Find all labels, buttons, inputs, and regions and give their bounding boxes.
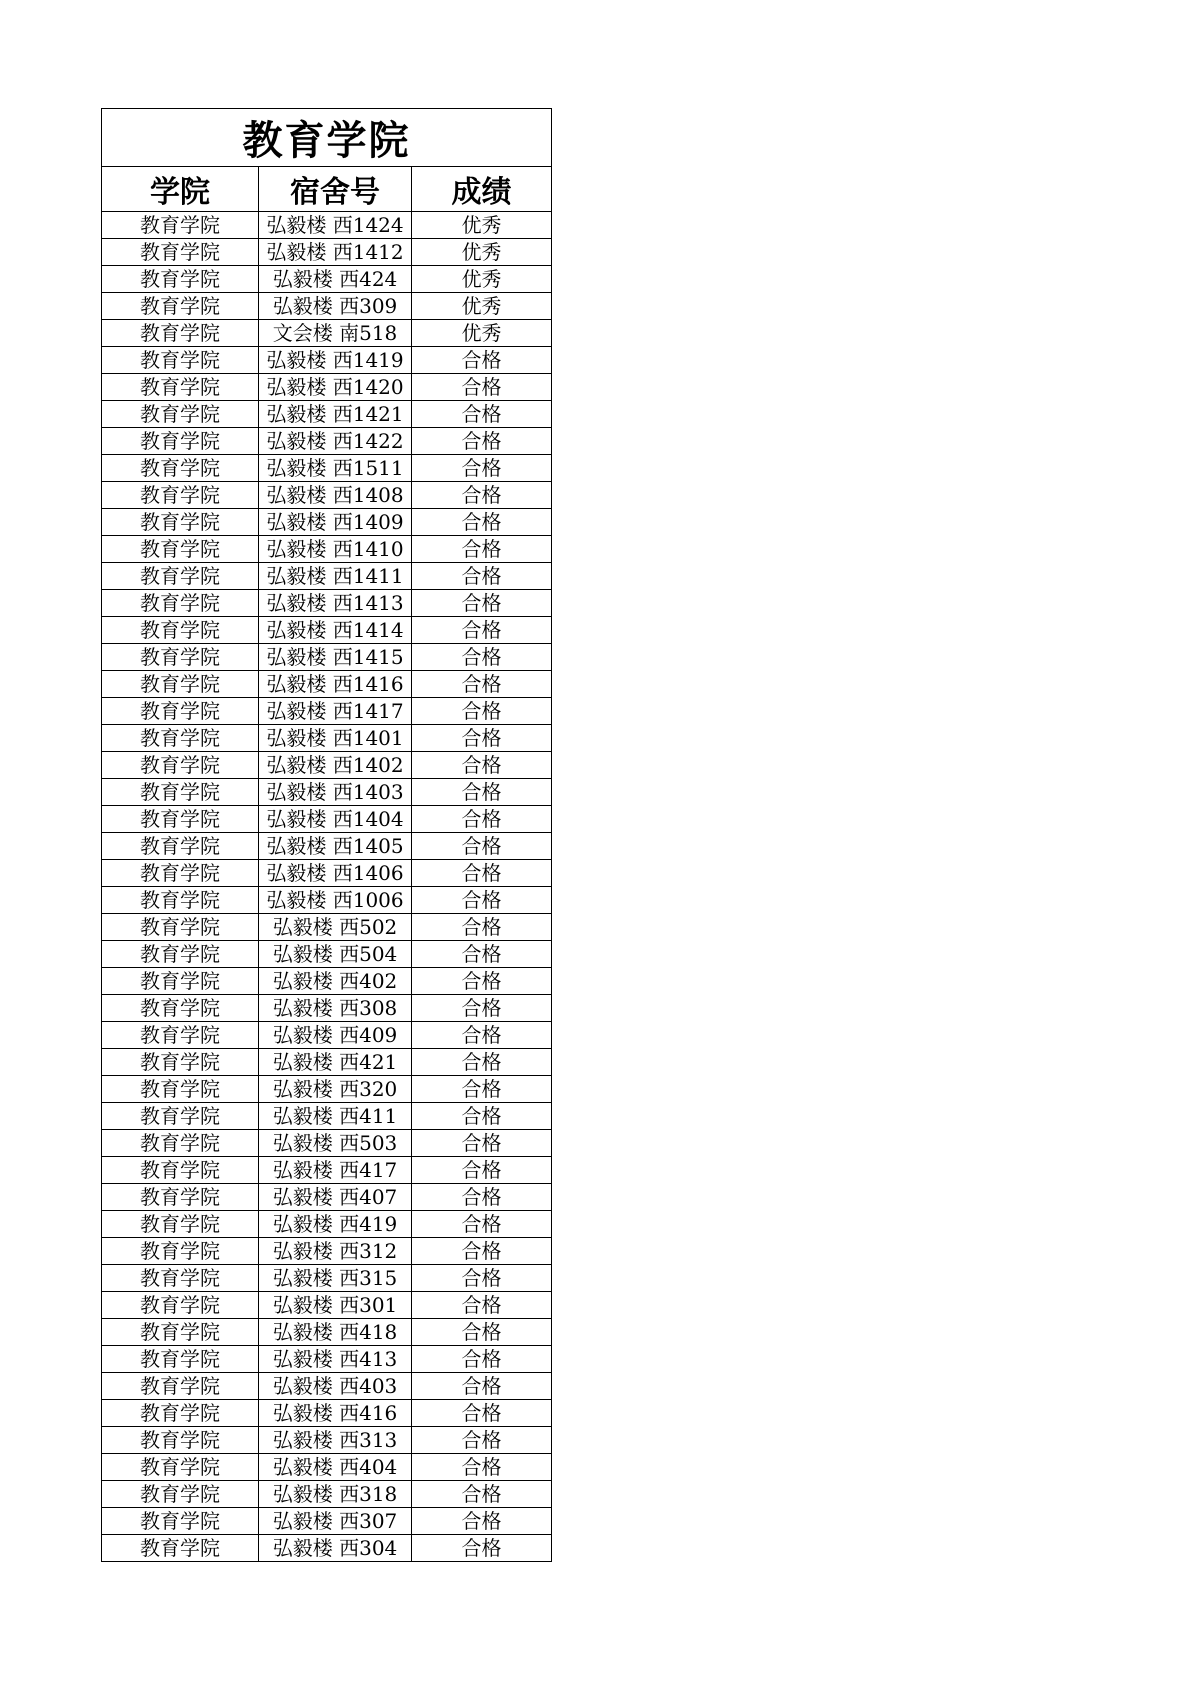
cell-college: 教育学院 [102,1319,259,1346]
cell-dorm: 弘毅楼 西1414 [259,617,412,644]
cell-grade: 合格 [412,1049,552,1076]
cell-grade: 合格 [412,617,552,644]
cell-college: 教育学院 [102,1508,259,1535]
cell-grade: 合格 [412,1346,552,1373]
cell-college: 教育学院 [102,563,259,590]
cell-grade: 合格 [412,833,552,860]
cell-college: 教育学院 [102,887,259,914]
cell-college: 教育学院 [102,698,259,725]
cell-college: 教育学院 [102,320,259,347]
cell-dorm: 弘毅楼 西504 [259,941,412,968]
cell-grade: 合格 [412,698,552,725]
cell-grade: 合格 [412,1211,552,1238]
cell-dorm: 弘毅楼 西1410 [259,536,412,563]
cell-grade: 合格 [412,428,552,455]
table-row [102,320,552,347]
cell-dorm: 文会楼 南518 [259,320,412,347]
cell-grade: 合格 [412,1481,552,1508]
cell-grade: 合格 [412,1130,552,1157]
cell-college: 教育学院 [102,1211,259,1238]
cell-college: 教育学院 [102,1049,259,1076]
cell-grade: 合格 [412,887,552,914]
cell-college: 教育学院 [102,590,259,617]
table-row [102,1049,552,1076]
cell-dorm: 弘毅楼 西1424 [259,212,412,239]
table-row [102,401,552,428]
cell-college: 教育学院 [102,482,259,509]
cell-grade: 合格 [412,860,552,887]
cell-grade: 合格 [412,1373,552,1400]
table-row [102,671,552,698]
cell-college: 教育学院 [102,1292,259,1319]
cell-grade: 合格 [412,1508,552,1535]
cell-dorm: 弘毅楼 西1420 [259,374,412,401]
cell-college: 教育学院 [102,941,259,968]
table-row [102,239,552,266]
cell-college: 教育学院 [102,1130,259,1157]
cell-grade: 合格 [412,1184,552,1211]
table-row [102,1454,552,1481]
cell-college: 教育学院 [102,536,259,563]
table-row [102,1157,552,1184]
cell-college: 教育学院 [102,1535,259,1562]
cell-college: 教育学院 [102,293,259,320]
table-row [102,374,552,401]
cell-college: 教育学院 [102,1454,259,1481]
cell-grade: 合格 [412,644,552,671]
cell-college: 教育学院 [102,1265,259,1292]
table-row [102,1238,552,1265]
cell-grade: 合格 [412,1319,552,1346]
cell-college: 教育学院 [102,1346,259,1373]
cell-grade: 合格 [412,1292,552,1319]
cell-dorm: 弘毅楼 西409 [259,1022,412,1049]
cell-grade: 优秀 [412,293,552,320]
cell-dorm: 弘毅楼 西1403 [259,779,412,806]
header-row [102,167,552,212]
table-row [102,725,552,752]
cell-grade: 合格 [412,401,552,428]
cell-college: 教育学院 [102,212,259,239]
cell-college: 教育学院 [102,1157,259,1184]
cell-dorm: 弘毅楼 西1411 [259,563,412,590]
cell-dorm: 弘毅楼 西421 [259,1049,412,1076]
cell-grade: 合格 [412,374,552,401]
cell-dorm: 弘毅楼 西307 [259,1508,412,1535]
cell-dorm: 弘毅楼 西1417 [259,698,412,725]
cell-dorm: 弘毅楼 西1413 [259,590,412,617]
table-row [102,617,552,644]
cell-dorm: 弘毅楼 西1402 [259,752,412,779]
table-row [102,212,552,239]
cell-college: 教育学院 [102,239,259,266]
cell-dorm: 弘毅楼 西1415 [259,644,412,671]
cell-grade: 合格 [412,968,552,995]
table-row [102,1373,552,1400]
cell-dorm: 弘毅楼 西1405 [259,833,412,860]
cell-dorm: 弘毅楼 西419 [259,1211,412,1238]
cell-grade: 合格 [412,1535,552,1562]
cell-college: 教育学院 [102,914,259,941]
cell-dorm: 弘毅楼 西404 [259,1454,412,1481]
cell-college: 教育学院 [102,1184,259,1211]
cell-dorm: 弘毅楼 西502 [259,914,412,941]
cell-grade: 合格 [412,725,552,752]
table-row [102,752,552,779]
cell-dorm: 弘毅楼 西320 [259,1076,412,1103]
table-row [102,1211,552,1238]
cell-grade: 合格 [412,1265,552,1292]
cell-college: 教育学院 [102,509,259,536]
table-row [102,995,552,1022]
cell-college: 教育学院 [102,1481,259,1508]
table-row [102,1508,552,1535]
cell-college: 教育学院 [102,1373,259,1400]
cell-grade: 合格 [412,779,552,806]
table-title: 教育学院 [102,109,552,167]
cell-college: 教育学院 [102,1427,259,1454]
cell-college: 教育学院 [102,644,259,671]
table-row [102,293,552,320]
cell-dorm: 弘毅楼 西413 [259,1346,412,1373]
cell-college: 教育学院 [102,617,259,644]
table-row [102,1292,552,1319]
table-row [102,482,552,509]
cell-grade: 合格 [412,914,552,941]
cell-college: 教育学院 [102,347,259,374]
cell-college: 教育学院 [102,1400,259,1427]
cell-grade: 合格 [412,347,552,374]
cell-grade: 合格 [412,455,552,482]
cell-grade: 合格 [412,671,552,698]
cell-college: 教育学院 [102,266,259,293]
cell-college: 教育学院 [102,806,259,833]
table-row [102,1022,552,1049]
cell-dorm: 弘毅楼 西424 [259,266,412,293]
cell-dorm: 弘毅楼 西1511 [259,455,412,482]
table-row [102,1184,552,1211]
table-row [102,1319,552,1346]
table-row [102,563,552,590]
cell-dorm: 弘毅楼 西1419 [259,347,412,374]
cell-dorm: 弘毅楼 西315 [259,1265,412,1292]
table-row [102,536,552,563]
cell-grade: 合格 [412,590,552,617]
cell-dorm: 弘毅楼 西1409 [259,509,412,536]
cell-dorm: 弘毅楼 西304 [259,1535,412,1562]
table-row [102,806,552,833]
table-row [102,698,552,725]
table-row [102,833,552,860]
cell-grade: 合格 [412,536,552,563]
cell-college: 教育学院 [102,725,259,752]
table-row [102,1481,552,1508]
table-row [102,428,552,455]
cell-dorm: 弘毅楼 西313 [259,1427,412,1454]
cell-dorm: 弘毅楼 西417 [259,1157,412,1184]
cell-dorm: 弘毅楼 西403 [259,1373,412,1400]
table-row [102,887,552,914]
table-row [102,266,552,293]
table-row [102,455,552,482]
cell-college: 教育学院 [102,860,259,887]
cell-grade: 合格 [412,509,552,536]
cell-college: 教育学院 [102,968,259,995]
cell-dorm: 弘毅楼 西402 [259,968,412,995]
table-row [102,914,552,941]
column-header-dorm: 宿舍号 [259,167,412,212]
cell-grade: 合格 [412,806,552,833]
cell-college: 教育学院 [102,995,259,1022]
cell-grade: 合格 [412,1454,552,1481]
cell-college: 教育学院 [102,401,259,428]
cell-grade: 合格 [412,1076,552,1103]
cell-college: 教育学院 [102,455,259,482]
cell-dorm: 弘毅楼 西418 [259,1319,412,1346]
table-row [102,860,552,887]
cell-grade: 合格 [412,1022,552,1049]
table-row [102,590,552,617]
table-row [102,1265,552,1292]
cell-dorm: 弘毅楼 西1422 [259,428,412,455]
cell-grade: 合格 [412,1157,552,1184]
cell-dorm: 弘毅楼 西407 [259,1184,412,1211]
table-row [102,941,552,968]
dormitory-grade-table [101,108,552,1562]
table-row [102,1400,552,1427]
column-header-grade: 成绩 [412,167,552,212]
cell-grade: 优秀 [412,266,552,293]
table-row [102,1427,552,1454]
cell-dorm: 弘毅楼 西1406 [259,860,412,887]
table-row [102,1346,552,1373]
cell-dorm: 弘毅楼 西416 [259,1400,412,1427]
cell-grade: 合格 [412,563,552,590]
table-row [102,968,552,995]
cell-college: 教育学院 [102,1022,259,1049]
cell-dorm: 弘毅楼 西1416 [259,671,412,698]
cell-grade: 合格 [412,941,552,968]
cell-grade: 合格 [412,1238,552,1265]
cell-dorm: 弘毅楼 西308 [259,995,412,1022]
table-row [102,1103,552,1130]
cell-college: 教育学院 [102,752,259,779]
cell-dorm: 弘毅楼 西1421 [259,401,412,428]
cell-dorm: 弘毅楼 西318 [259,1481,412,1508]
cell-college: 教育学院 [102,779,259,806]
cell-dorm: 弘毅楼 西411 [259,1103,412,1130]
table-row [102,509,552,536]
cell-college: 教育学院 [102,671,259,698]
cell-grade: 优秀 [412,320,552,347]
table-row [102,779,552,806]
cell-grade: 合格 [412,752,552,779]
table-row [102,1130,552,1157]
cell-grade: 合格 [412,1400,552,1427]
cell-dorm: 弘毅楼 西1404 [259,806,412,833]
table-row [102,644,552,671]
cell-college: 教育学院 [102,374,259,401]
cell-dorm: 弘毅楼 西503 [259,1130,412,1157]
table-row [102,1076,552,1103]
cell-grade: 优秀 [412,212,552,239]
cell-college: 教育学院 [102,1076,259,1103]
cell-dorm: 弘毅楼 西312 [259,1238,412,1265]
table-row [102,1535,552,1562]
cell-dorm: 弘毅楼 西301 [259,1292,412,1319]
cell-dorm: 弘毅楼 西1401 [259,725,412,752]
cell-college: 教育学院 [102,833,259,860]
cell-college: 教育学院 [102,1238,259,1265]
table-row [102,347,552,374]
cell-college: 教育学院 [102,428,259,455]
cell-college: 教育学院 [102,1103,259,1130]
column-header-college: 学院 [102,167,259,212]
cell-grade: 合格 [412,995,552,1022]
cell-grade: 优秀 [412,239,552,266]
cell-grade: 合格 [412,1427,552,1454]
table-body [102,212,552,1562]
cell-dorm: 弘毅楼 西1412 [259,239,412,266]
cell-dorm: 弘毅楼 西309 [259,293,412,320]
cell-dorm: 弘毅楼 西1408 [259,482,412,509]
cell-grade: 合格 [412,482,552,509]
cell-dorm: 弘毅楼 西1006 [259,887,412,914]
cell-grade: 合格 [412,1103,552,1130]
